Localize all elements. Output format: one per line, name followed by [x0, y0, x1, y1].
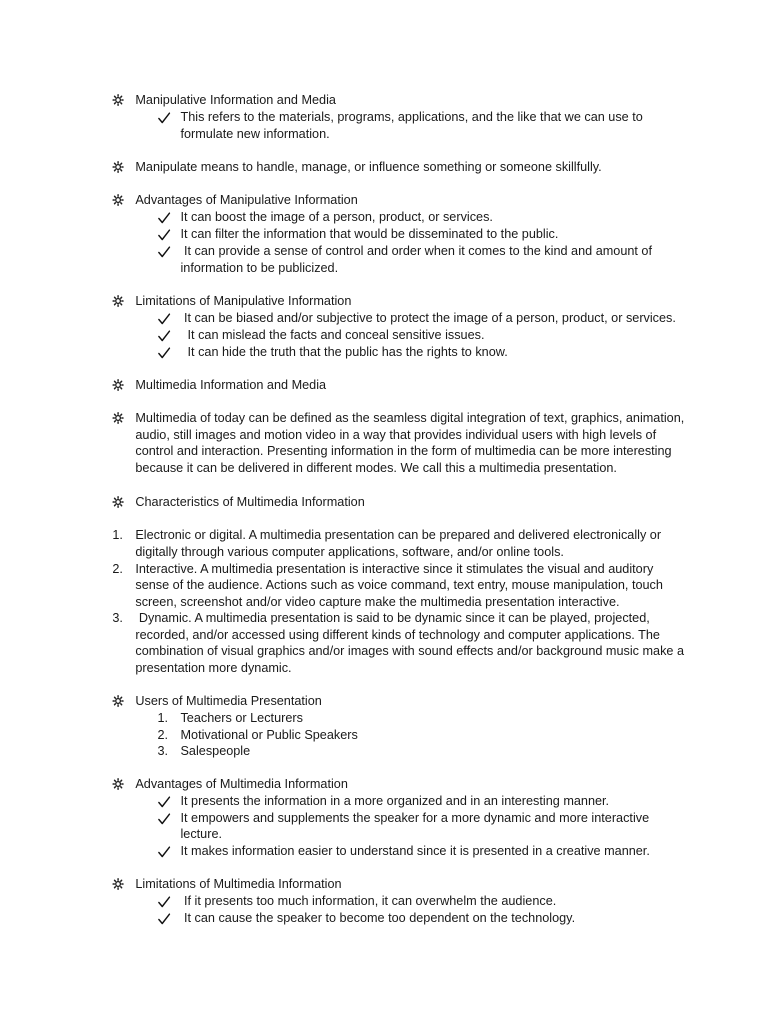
sun-bullet-icon: [112, 161, 124, 173]
check-item-text: It presents the information in a more organized and in an interesting manner.: [180, 793, 610, 808]
sun-bullet-icon: [112, 496, 124, 508]
checkmark-icon: [157, 330, 170, 342]
sun-bullet-icon: [112, 878, 124, 890]
section-title: Users of Multimedia Presentation: [135, 693, 322, 708]
sun-bullet-icon: [112, 412, 124, 424]
check-item-text: It can cause the speaker to become too dependent on the technology.: [180, 910, 576, 925]
paragraph-line: combination of visual graphics and/or images with sound effects and/or background music make a: [135, 643, 685, 658]
check-item-text: It can be biased and/or subjective to protect the image of a person, product, or services.: [180, 310, 676, 325]
check-item-continuation: lecture.: [180, 826, 222, 841]
section-title: Advantages of Manipulative Information: [135, 192, 358, 207]
sun-bullet-icon: [112, 778, 124, 790]
paragraph-line: sense of the audience. Actions such as voice command, text entry, mouse manipulation, touch: [135, 577, 663, 592]
sun-bullet-icon: [112, 194, 124, 206]
item-number: 1.: [112, 527, 123, 542]
checkmark-icon: [157, 347, 170, 359]
paragraph-line: recorded, and/or accessed using different kinds of technology and computer applications. The: [135, 627, 660, 642]
paragraph-line: presentation more dynamic.: [135, 660, 292, 675]
paragraph-line: Electronic or digital. A multimedia presentation can be prepared and delivered electronically or: [135, 527, 662, 542]
section-title: Advantages of Multimedia Information: [135, 776, 348, 791]
check-item-text: This refers to the materials, programs, applications, and the like that we can use to: [180, 109, 643, 124]
check-item-text: It can provide a sense of control and order when it comes to the kind and amount of: [180, 243, 653, 258]
check-item-text: It makes information easier to understand since it is presented in a creative manner.: [180, 843, 650, 858]
checkmark-icon: [157, 813, 170, 825]
check-item-continuation: information to be publicized.: [180, 260, 339, 275]
item-number: 2.: [157, 727, 168, 742]
checkmark-icon: [157, 846, 170, 858]
check-item-text: It empowers and supplements the speaker for a more dynamic and more interactive: [180, 810, 650, 825]
section-title: Multimedia Information and Media: [135, 377, 327, 392]
item-text: Salespeople: [180, 743, 251, 758]
item-number: 3.: [157, 743, 168, 758]
check-item-continuation: formulate new information.: [180, 126, 330, 141]
section-title: Characteristics of Multimedia Information: [135, 494, 365, 509]
sun-bullet-icon: [112, 379, 124, 391]
item-number: 2.: [112, 561, 123, 576]
section-title: Manipulative Information and Media: [135, 92, 336, 107]
item-number: 3.: [112, 610, 123, 625]
paragraph-line: because it can be delivered in different modes. We call this a multimedia presentation.: [135, 460, 617, 475]
check-item-text: It can filter the information that would be disseminated to the public.: [180, 226, 559, 241]
sun-bullet-icon: [112, 94, 124, 106]
checkmark-icon: [157, 229, 170, 241]
paragraph-line: audio, still images and motion video in a way that provides individual users with high levels of: [135, 427, 657, 442]
check-item-text: It can mislead the facts and conceal sensitive issues.: [180, 327, 485, 342]
sun-bullet-icon: [112, 695, 124, 707]
paragraph-line: control and interaction. Presenting information in the form of multimedia can be more interesting: [135, 443, 672, 458]
checkmark-icon: [157, 246, 170, 258]
paragraph-line: Interactive. A multimedia presentation is interactive since it stimulates the visual and auditory: [135, 561, 654, 576]
item-number: 1.: [157, 710, 168, 725]
check-item-text: If it presents too much information, it can overwhelm the audience.: [180, 893, 557, 908]
item-text: Motivational or Public Speakers: [180, 727, 358, 742]
sun-bullet-icon: [112, 295, 124, 307]
checkmark-icon: [157, 796, 170, 808]
item-text: Teachers or Lecturers: [180, 710, 303, 725]
check-item-text: It can hide the truth that the public has the rights to know.: [180, 344, 508, 359]
checkmark-icon: [157, 313, 170, 325]
checkmark-icon: [157, 112, 170, 124]
section-title: Manipulate means to handle, manage, or influence something or someone skillfully.: [135, 159, 602, 174]
checkmark-icon: [157, 212, 170, 224]
checkmark-icon: [157, 896, 170, 908]
check-item-text: It can boost the image of a person, product, or services.: [180, 209, 493, 224]
section-title: Limitations of Multimedia Information: [135, 876, 342, 891]
paragraph-line: screen, screenshot and/or video capture make the multimedia presentation interactive.: [135, 594, 620, 609]
section-title: Limitations of Manipulative Information: [135, 293, 352, 308]
checkmark-icon: [157, 913, 170, 925]
paragraph-line: digitally through various computer applications, software, and/or online tools.: [135, 544, 564, 559]
paragraph-line: Multimedia of today can be defined as the seamless digital integration of text, graphics, animation,: [135, 410, 685, 425]
paragraph-line: Dynamic. A multimedia presentation is said to be dynamic since it can be played, projected,: [135, 610, 650, 625]
